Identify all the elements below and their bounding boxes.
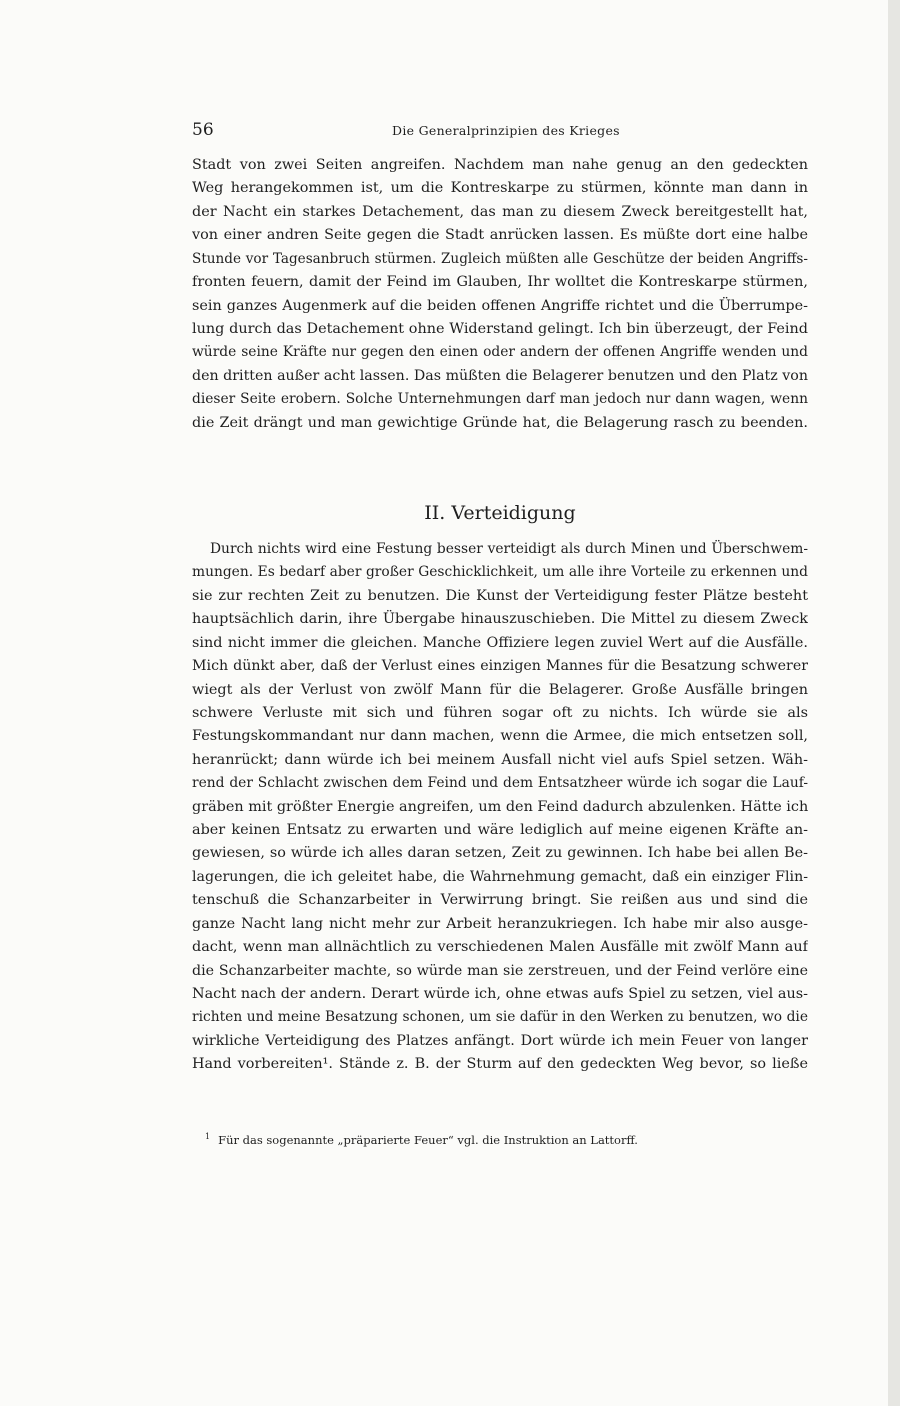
text-line: von einer andren Seite gegen die Stadt anrücken lassen. Es müßte dort eine halbe: [192, 227, 808, 244]
text-line: schwere Verluste mit sich und führen sogar oft zu nichts. Ich würde sie als: [192, 704, 808, 721]
text-line: die Schanzarbeiter machte, so würde man sie zerstreuen, und der Feind verlöre eine: [192, 962, 808, 979]
text-line: Durch nichts wird eine Festung besser verteidigt als durch Minen und Überschwem-: [210, 541, 808, 557]
page-number: 56: [192, 120, 214, 140]
text-line: lagerungen, die ich geleitet habe, die Wahrnehmung gemacht, daß ein einziger Flin-: [192, 868, 808, 885]
text-line: mungen. Es bedarf aber großer Geschicklichkeit, um alle ihre Vorteile zu erkennen und: [192, 564, 808, 581]
footnote: [205, 1128, 805, 1149]
text-line: wirkliche Verteidigung des Platzes anfängt. Dort würde ich mein Feuer von langer: [192, 1032, 808, 1049]
text-line: Nacht nach der andern. Derart würde ich, ohne etwas aufs Spiel zu setzen, viel aus-: [192, 986, 808, 1003]
text-line: dieser Seite erobern. Solche Unternehmungen darf man jedoch nur dann wagen, wenn: [192, 391, 808, 408]
text-line: Mich dünkt aber, daß der Verlust eines einzigen Mannes für die Besatzung schwerer: [192, 658, 808, 675]
text-line: dacht, wenn man allnächtlich zu verschiedenen Malen Ausfälle mit zwölf Mann auf: [192, 939, 808, 956]
text-line: sie zur rechten Zeit zu benutzen. Die Kunst der Verteidigung fester Plätze besteht: [192, 587, 808, 604]
text-line: der Nacht ein starkes Detachement, das man zu diesem Zweck bereitgestellt hat,: [192, 203, 808, 220]
text-line: wiegt als der Verlust von zwölf Mann für die Belagerer. Große Ausfälle bringen: [192, 681, 808, 698]
text-line: ganze Nacht lang nicht mehr zur Arbeit heranzukriegen. Ich habe mir also ausge-: [192, 915, 808, 932]
text-line: Festungskommandant nur dann machen, wenn die Armee, die mich entsetzen soll,: [192, 728, 808, 745]
footnote-text: Für das sogenannte „präparierte Feuer“ vgl. die Instruktion an Lattorff.: [218, 1133, 638, 1147]
text-line: lung durch das Detachement ohne Widerstand gelingt. Ich bin überzeugt, der Feind: [192, 320, 808, 337]
page-header: [192, 120, 808, 142]
text-line: sein ganzes Augenmerk auf die beiden offenen Angriffe richtet und die Überrumpe-: [192, 297, 808, 314]
text-line: aber keinen Entsatz zu erwarten und wäre lediglich auf meine eigenen Kräfte an-: [192, 822, 808, 839]
text-line: heranrückt; dann würde ich bei meinem Ausfall nicht viel aufs Spiel setzen. Wäh-: [192, 751, 808, 768]
text-line: den dritten außer acht lassen. Das müßten die Belagerer benutzen und den Platz von: [192, 367, 808, 384]
text-line: fronten feuern, damit der Feind im Glauben, Ihr wolltet die Kontreskarpe stürmen,: [192, 274, 808, 291]
text-line: würde seine Kräfte nur gegen den einen oder andern der offenen Angriffe wenden und: [192, 344, 808, 361]
text-line: rend der Schlacht zwischen dem Feind und dem Entsatzheer würde ich sogar die Lauf-: [192, 775, 808, 792]
text-line: Hand vorbereiten¹. Stände z. B. der Sturm auf den gedeckten Weg bevor, so ließe: [192, 1056, 808, 1073]
text-line: gräben mit größter Energie angreifen, um den Feind dadurch abzulenken. Hätte ich: [192, 798, 808, 815]
text-line: Stadt von zwei Seiten angreifen. Nachdem man nahe genug an den gedeckten: [192, 157, 808, 173]
paragraph-continued: [192, 154, 808, 435]
text-line: richten und meine Besatzung schonen, um sie dafür in den Werken zu benutzen, wo die: [192, 1009, 808, 1026]
running-head: Die Generalprinzipien des Krieges: [392, 123, 620, 138]
footnote-marker: 1: [205, 1132, 211, 1141]
page-edge: [888, 0, 900, 1406]
text-line: sind nicht immer die gleichen. Manche Offiziere legen zuviel Wert auf die Ausfälle.: [192, 634, 808, 651]
section-heading: II. Verteidigung: [424, 502, 576, 524]
paragraph-verteidigung: [192, 538, 808, 1077]
text-line: Weg herangekommen ist, um die Kontreskarpe zu stürmen, könnte man dann in: [192, 180, 808, 197]
text-line: tenschuß die Schanzarbeiter in Verwirrung bringt. Sie reißen aus und sind die: [192, 892, 808, 909]
text-line: hauptsächlich darin, ihre Übergabe hinauszuschieben. Die Mittel zu diesem Zweck: [192, 611, 808, 628]
text-line: gewiesen, so würde ich alles daran setzen, Zeit zu gewinnen. Ich habe bei allen Be-: [192, 845, 808, 862]
text-line: die Zeit drängt und man gewichtige Gründe hat, die Belagerung rasch zu beenden.: [192, 414, 808, 431]
text-line: Stunde vor Tagesanbruch stürmen. Zugleich müßten alle Geschütze der beiden Angriffs-: [192, 250, 808, 267]
